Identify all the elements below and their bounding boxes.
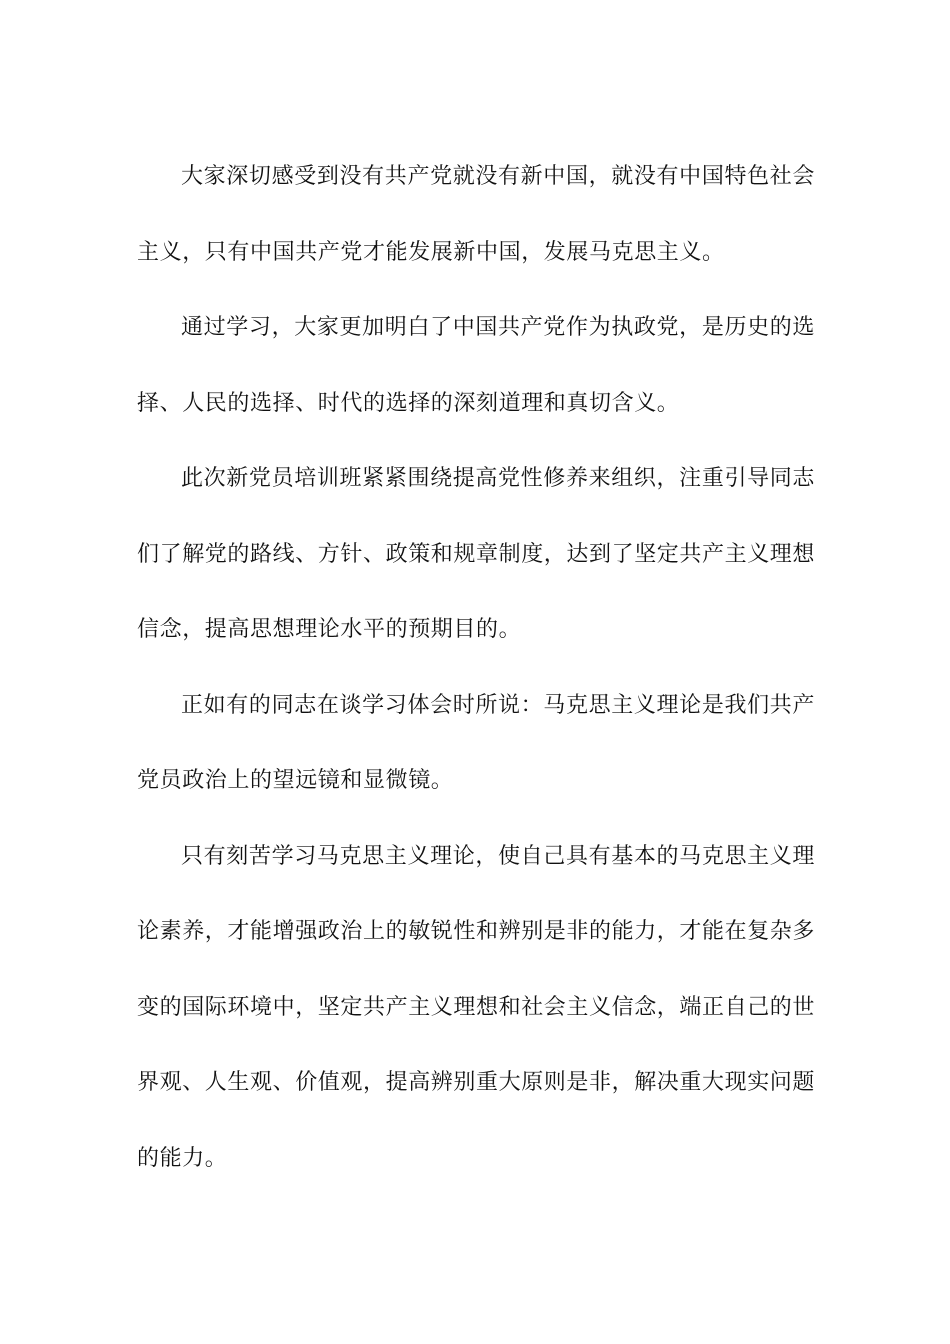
document-body	[137, 139, 815, 1196]
paragraph-3: 此次新党员培训班紧紧围绕提高党性修养来组织，注重引导同志们了解党的路线、方针、政策和规章制度，达到了坚定共产主义理想信念，提高思想理论水平的预期目的。	[137, 466, 816, 642]
paragraph-4: 正如有的同志在谈学习体会时所说：马克思主义理论是我们共产党员政治上的望远镜和显微镜。	[137, 692, 815, 793]
paragraph-2: 通过学习，大家更加明白了中国共产党作为执政党，是历史的选择、人民的选择、时代的选择的深刻道理和真切含义。	[137, 315, 815, 416]
paragraph-1: 大家深切感受到没有共产党就没有新中国，就没有中国特色社会主义，只有中国共产党才能发展新中国，发展马克思主义。	[137, 164, 815, 265]
paragraph-5: 只有刻苦学习马克思主义理论，使自己具有基本的马克思主义理论素养，才能增强政治上的敏锐性和辨别是非的能力，才能在复杂多变的国际环境中，坚定共产主义理想和社会主义信念，端正自己的世界观、人生观、价值观，提高辨别重大原则是非，解决重大现实问题的能力。	[137, 843, 816, 1171]
